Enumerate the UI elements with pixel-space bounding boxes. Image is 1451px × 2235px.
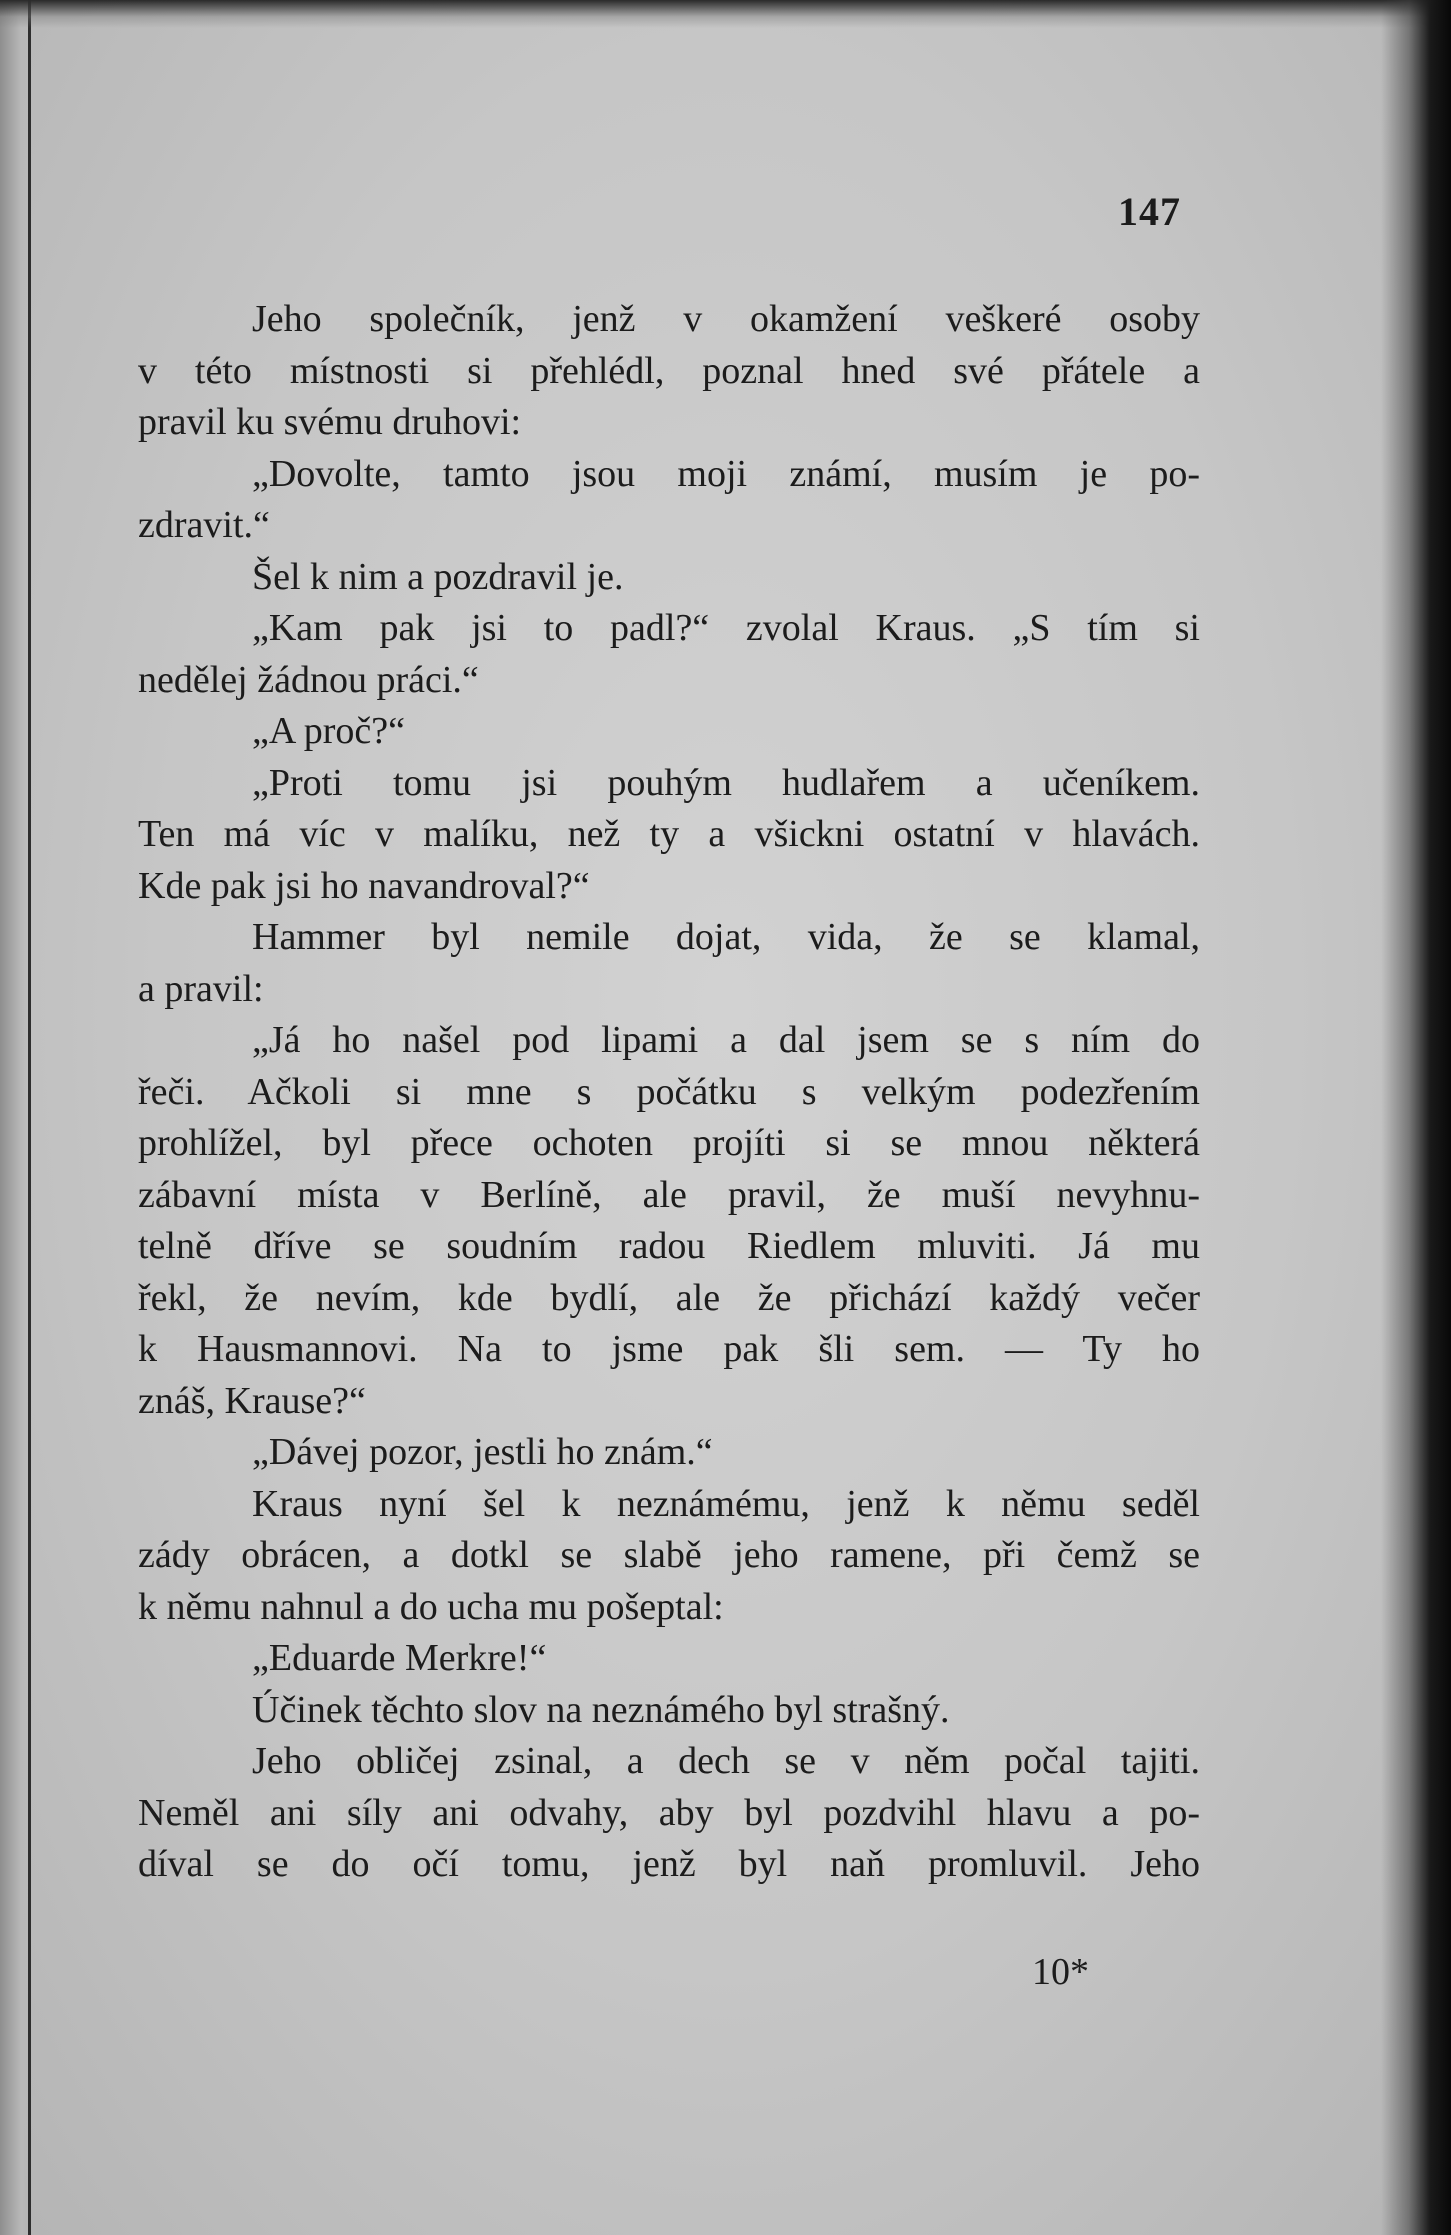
text-line: Jeho obličej zsinal, a dech se v něm počal tajiti. [252,1740,1200,1782]
text-line: telně dříve se soudním radou Riedlem mluviti. Já mu [138,1225,1200,1267]
text-line: nedělej žádnou práci.“ [138,658,479,701]
text-line: Kraus nyní šel k neznámému, jenž k němu seděl [252,1482,1200,1525]
text-line: Neměl ani síly ani odvahy, aby byl pozdvihl hlavu a po- [138,1791,1200,1834]
text-line: Šel k nim a pozdravil je. [252,555,624,598]
text-line: k němu nahnul a do ucha mu pošeptal: [138,1585,724,1628]
text-line: řekl, že nevím, kde bydlí, ale že přichází každý večer [138,1276,1200,1319]
text-line: „A proč?“ [252,710,405,752]
text-line: Kde pak jsi ho navandroval?“ [138,864,590,907]
page-top-edge [0,0,1451,28]
text-line: pravil ku svému druhovi: [138,401,522,443]
text-line: díval se do očí tomu, jenž byl naň promluvil. Jeho [138,1843,1200,1885]
text-line: zábavní místa v Berlíně, ale pravil, že muší nevyhnu- [138,1173,1200,1216]
text-line: a pravil: [138,967,264,1010]
text-line: Účinek těchto slov na neznámého byl strašný. [252,1688,950,1731]
text-line: „Kam pak jsi to padl?“ zvolal Kraus. „S tím si [252,607,1200,649]
text-line: řeči. Ačkoli si mne s počátku s velkým podezřením [138,1070,1200,1113]
page-left-edge [0,0,30,2235]
text-line: znáš, Krause?“ [138,1379,366,1422]
page-right-shadow [1381,0,1451,2235]
book-spine-line [28,0,31,2235]
printer-signature-mark: 10* [1032,1951,1089,1993]
text-line: „Dovolte, tamto jsou moji známí, musím je po- [252,452,1200,495]
text-line: Hammer byl nemile dojat, vida, že se klamal, [252,916,1200,958]
text-line: zády obrácen, a dotkl se slabě jeho ramene, při čemž se [138,1534,1200,1576]
text-line: prohlížel, byl přece ochoten projíti si se mnou některá [138,1122,1200,1164]
text-line: Ten má víc v malíku, než ty a všickni ostatní v hlavách. [138,813,1200,855]
body-text [138,294,1200,1891]
text-line: „Proti tomu jsi pouhým hudlařem a učeníkem. [252,761,1200,804]
text-line: Jeho společník, jenž v okamžení veškeré osoby [252,298,1200,340]
text-line: k Hausmannovi. Na to jsme pak šli sem. — Ty ho [138,1328,1200,1370]
text-line: v této místnosti si přehlédl, poznal hned své přátele a [138,349,1200,392]
text-line: „Já ho našel pod lipami a dal jsem se s ním do [252,1019,1200,1061]
text-line: zdravit.“ [138,504,270,546]
text-line: „Dávej pozor, jestli ho znám.“ [252,1431,713,1473]
text-line: „Eduarde Merkre!“ [252,1637,547,1679]
page-number: 147 [1118,189,1181,234]
